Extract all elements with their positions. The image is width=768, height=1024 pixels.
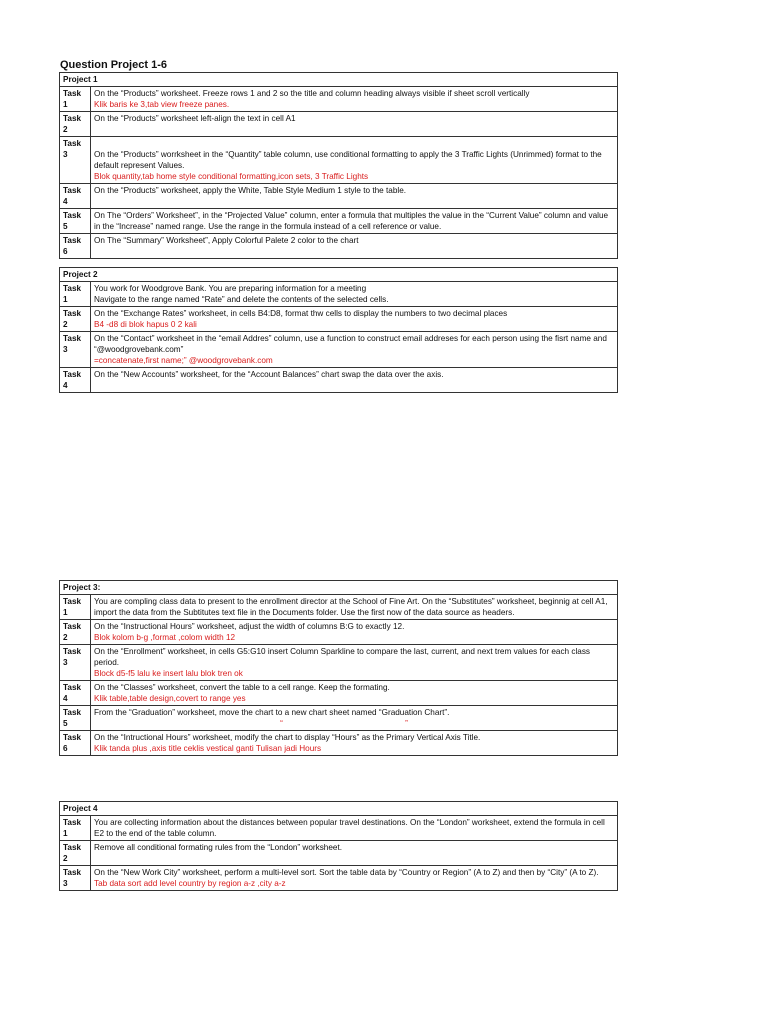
project-table <box>59 72 618 259</box>
task-cell <box>91 282 618 307</box>
task-cell <box>91 645 618 681</box>
task-hint: Klik baris ke 3,tab view freeze panes. <box>94 100 230 109</box>
task-label: Task 3 <box>60 332 91 368</box>
task-hint: Klik tanda plus ,axis title ceklis vestical ganti Tulisan jadi Hours <box>94 744 322 753</box>
task-hint: Block d5-f5 lalu ke insert lalu blok tren ok <box>94 669 243 678</box>
task-label: Task 4 <box>60 681 91 706</box>
task-row <box>60 137 618 184</box>
task-label: Task 1 <box>60 282 91 307</box>
project-table <box>59 580 618 756</box>
task-hint: Blok kolom b-g ,format ,colom width 12 <box>94 633 236 642</box>
task-cell <box>91 184 618 209</box>
task-label: Task 5 <box>60 209 91 234</box>
project-table <box>59 267 618 393</box>
task-row <box>60 307 618 332</box>
project-header: Project 3: <box>60 581 618 595</box>
task-description: From the “Graduation” worksheet, move the chart to a new chart sheet named “Graduation Chart”. <box>94 708 450 717</box>
task-description: On the “Products” worrksheet in the “Quantity” table column, use conditional formatting to apply the 3 Traffic Lights (Unrimmed) format to the default represent Values. <box>94 150 602 170</box>
task-label: Task 4 <box>60 184 91 209</box>
task-hint: B4 -d8 di blok hapus 0 2 kali <box>94 320 197 329</box>
task-description: On the “Contact” worksheet in the “email Addres” column, use a function to construct email addreses for each person using the fisrt name and “@woodgrovebank.com” <box>94 334 610 354</box>
task-description: On the “New Work City” worksheet, perform a multi-level sort. Sort the table data by “Country or Region” (A to Z) and then by “City” (A to Z). <box>94 868 599 877</box>
task-cell <box>91 368 618 393</box>
task-row <box>60 731 618 756</box>
task-cell <box>91 234 618 259</box>
task-label: Task 2 <box>60 841 91 866</box>
task-row <box>60 816 618 841</box>
task-row <box>60 368 618 393</box>
task-row <box>60 87 618 112</box>
task-label: Task 5 <box>60 706 91 731</box>
task-row <box>60 332 618 368</box>
task-label: Task 1 <box>60 816 91 841</box>
task-hint: Tab data sort add level country by region a-z ,city a-z <box>94 879 286 888</box>
task-label: Task 3 <box>60 137 91 184</box>
task-row <box>60 184 618 209</box>
page-title: Question Project 1-6 <box>60 59 167 71</box>
task-description: On the “Products” worksheet, apply the White, Table Style Medium 1 style to the table. <box>94 186 407 195</box>
task-hint: “ ” <box>280 719 468 728</box>
task-cell <box>91 595 618 620</box>
task-cell <box>91 112 618 137</box>
task-description: You work for Woodgrove Bank. You are preparing information for a meeting Navigate to the range named “Rate” and delete the contents of the selected cells. <box>94 284 389 304</box>
task-cell <box>91 731 618 756</box>
task-cell <box>91 866 618 891</box>
task-row <box>60 595 618 620</box>
task-description: On the “Products” worksheet left-align the text in cell A1 <box>94 114 296 123</box>
task-description: On the “Classes” worksheet, convert the table to a cell range. Keep the formating. <box>94 683 390 692</box>
task-cell <box>91 87 618 112</box>
task-description: On The “Summary” Worksheet”, Apply Colorful Palete 2 color to the chart <box>94 236 359 245</box>
task-description: On the “New Accounts” worksheet, for the “Account Balances” chart swap the data over the axis. <box>94 370 444 379</box>
task-row <box>60 841 618 866</box>
task-label: Task 3 <box>60 866 91 891</box>
task-row <box>60 866 618 891</box>
task-hint: Klik table,table design,covert to range yes <box>94 694 246 703</box>
task-hint: Blok quantity,tab home style conditional formatting,icon sets, 3 Traffic Lights <box>94 172 369 181</box>
task-row <box>60 706 618 731</box>
task-label: Task 2 <box>60 620 91 645</box>
task-row <box>60 645 618 681</box>
project-header: Project 1 <box>60 73 618 87</box>
task-label: Task 6 <box>60 234 91 259</box>
task-row <box>60 112 618 137</box>
task-row <box>60 209 618 234</box>
project-header: Project 2 <box>60 268 618 282</box>
task-cell <box>91 816 618 841</box>
task-cell <box>91 209 618 234</box>
task-cell <box>91 706 618 731</box>
task-description: On the “Enrollment” worksheet, in cells G5:G10 insert Column Sparkline to compare the last, current, and next trem values for each class period. <box>94 647 593 667</box>
task-cell <box>91 841 618 866</box>
task-description: Remove all conditional formating rules from the “London” worksheet. <box>94 843 343 852</box>
task-label: Task 1 <box>60 87 91 112</box>
task-row <box>60 681 618 706</box>
task-cell <box>91 681 618 706</box>
task-label: Task 1 <box>60 595 91 620</box>
project-header: Project 4 <box>60 802 618 816</box>
task-cell <box>91 307 618 332</box>
task-cell <box>91 137 618 184</box>
task-row <box>60 234 618 259</box>
task-cell <box>91 332 618 368</box>
task-description: On the “Intructional Hours” worksheet, modify the chart to display “Hours” as the Primary Vertical Axis Title. <box>94 733 481 742</box>
task-row <box>60 620 618 645</box>
task-description: On the “Exchange Rates” worksheet, in cells B4:D8, format thw cells to display the numbers to two decimal places <box>94 309 508 318</box>
task-label: Task 2 <box>60 112 91 137</box>
task-description: On the “Instructional Hours” worksheet, adjust the width of columns B:G to exactly 12. <box>94 622 405 631</box>
task-row <box>60 282 618 307</box>
task-label: Task 3 <box>60 645 91 681</box>
task-description: You are collecting information about the distances between popular travel destinations. On the “London” worksheet, extend the formula in cell E2 to the end of the table column. <box>94 818 608 838</box>
task-label: Task 6 <box>60 731 91 756</box>
task-description: On The “Orders” Worksheet”, in the “Projected Value” column, enter a formula that multiples the value in the “Current Value” column and value in the “Increase” named range. Use the range in the formula instead of a cell reference or value. <box>94 211 611 231</box>
task-hint: =concatenate,first name;” @woodgrovebank.com <box>94 356 273 365</box>
task-cell <box>91 620 618 645</box>
project-table <box>59 801 618 891</box>
task-label: Task 2 <box>60 307 91 332</box>
task-description: You are compling class data to present to the enrollment director at the School of Fine Art. On the “Substitutes” worksheet, beginnig at cell A1, import the data from the Subtitutes text file in the Documents folder. Use the first now of the data source as headers. <box>94 597 610 617</box>
task-label: Task 4 <box>60 368 91 393</box>
task-description: On the “Products” worksheet. Freeze rows 1 and 2 so the title and column heading always visible if sheet scroll vertically <box>94 89 530 98</box>
